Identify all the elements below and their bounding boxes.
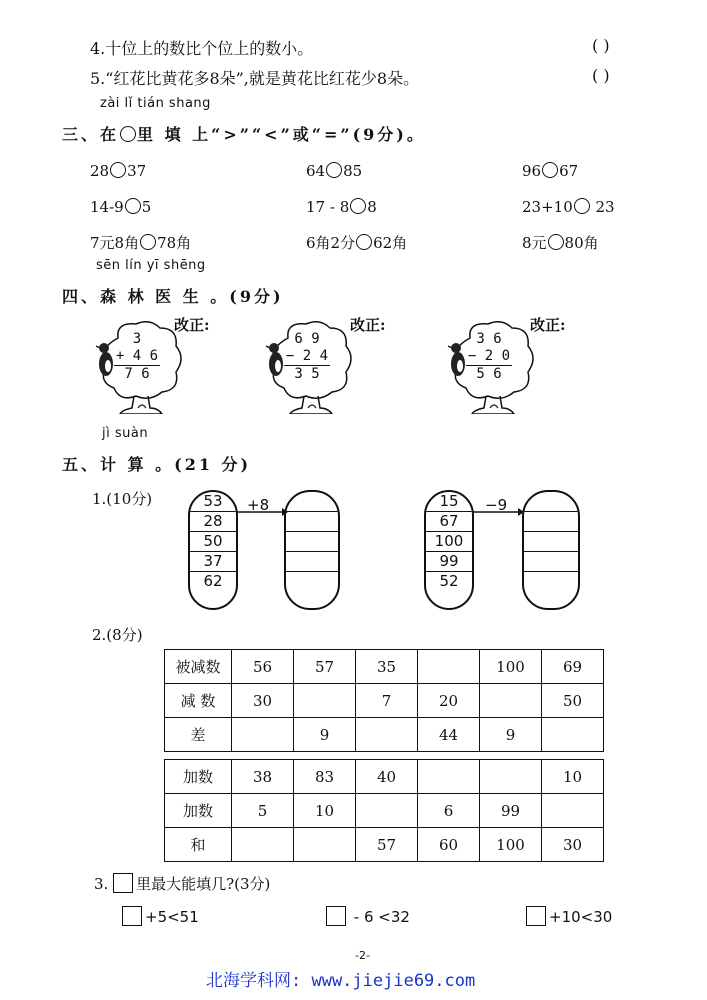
table-cell: 50 — [542, 684, 604, 718]
number-cell: 67 — [426, 512, 472, 532]
table-row — [165, 684, 604, 718]
number-cell: 53 — [190, 492, 236, 512]
number-cell: 52 — [439, 572, 459, 590]
compare-circle[interactable] — [574, 198, 590, 214]
table-cell: 57 — [294, 650, 356, 684]
part3-label-text: 里最大能填几?(3分) — [136, 875, 271, 893]
compare-right: 5 — [141, 198, 152, 216]
section3-title — [62, 122, 426, 145]
answer-cell[interactable] — [524, 512, 578, 532]
compare-item — [522, 232, 599, 253]
inequality-item — [326, 906, 410, 926]
table-row — [165, 650, 604, 684]
judge-item-5-answer[interactable]: ( ) — [592, 66, 610, 85]
row-header: 加数 — [165, 794, 232, 828]
table-cell: 30 — [232, 684, 294, 718]
number-cell: 15 — [426, 492, 472, 512]
table-row — [165, 760, 604, 794]
compare-left: 96 — [522, 162, 542, 180]
left-number-column — [188, 490, 238, 610]
compare-circle[interactable] — [350, 198, 366, 214]
compare-left: 14-9 — [90, 198, 124, 216]
row-header: 差 — [165, 718, 232, 752]
table-cell: 44 — [418, 718, 480, 752]
vertical-problem — [114, 331, 160, 383]
answer-cell[interactable] — [286, 512, 338, 532]
part1-label: 1.(10分) — [92, 490, 153, 508]
problem-operand: + 4 6 — [115, 348, 159, 364]
number-cell: 28 — [190, 512, 236, 532]
answer-cell[interactable] — [524, 552, 578, 572]
table-cell: 9 — [480, 718, 542, 752]
answer-cell[interactable] — [524, 572, 578, 591]
compare-item — [306, 198, 377, 216]
compare-circle[interactable] — [548, 234, 564, 250]
compare-right: 8 — [367, 198, 377, 216]
footer-watermark: 北海学科网: www.jiejie69.com — [206, 971, 476, 991]
table-cell: 35 — [356, 650, 418, 684]
table-cell[interactable] — [418, 760, 480, 794]
part2-label: 2.(8分) — [92, 626, 143, 644]
table-cell: 99 — [480, 794, 542, 828]
number-cell: 100 — [426, 532, 472, 552]
compare-left: 23+10 — [522, 198, 573, 216]
table-cell[interactable] — [480, 760, 542, 794]
compare-item — [306, 232, 407, 253]
compare-left: 64 — [306, 162, 326, 180]
inequality-item — [526, 906, 612, 926]
section4-pinyin: sēn lín yī shēng — [96, 258, 206, 273]
table-cell[interactable] — [232, 828, 294, 862]
compare-left: 28 — [90, 162, 110, 180]
compare-item — [90, 198, 151, 216]
problem-top: 3 — [132, 331, 142, 347]
answer-cell[interactable] — [286, 552, 338, 572]
compare-right: 80角 — [564, 234, 599, 252]
answer-cell[interactable] — [286, 572, 338, 591]
number-cell: 62 — [203, 572, 223, 590]
compare-left: 8元 — [522, 234, 547, 252]
compare-circle[interactable] — [326, 162, 342, 178]
table-cell: 69 — [542, 650, 604, 684]
answer-cell[interactable] — [524, 492, 578, 512]
right-answer-column[interactable] — [522, 490, 580, 610]
problem-result: 7 6 — [114, 365, 160, 383]
correct-label: 改正: — [530, 316, 566, 334]
table-cell: 5 — [232, 794, 294, 828]
compare-left: 17 - 8 — [306, 198, 350, 216]
table-row — [165, 828, 604, 862]
table-cell: 38 — [232, 760, 294, 794]
table-cell: 9 — [294, 718, 356, 752]
table-cell: 100 — [480, 650, 542, 684]
table-row — [165, 794, 604, 828]
section4-title: 四、森 林 医 生 。(9分) — [62, 287, 284, 306]
row-header: 加数 — [165, 760, 232, 794]
table-cell: 57 — [356, 828, 418, 862]
square-icon — [113, 873, 133, 893]
number-cell: 37 — [190, 552, 236, 572]
compare-right: 23 — [590, 198, 615, 216]
answer-cell[interactable] — [524, 532, 578, 552]
problem-operand: − 2 0 — [467, 348, 511, 364]
table-cell: 83 — [294, 760, 356, 794]
table-cell[interactable] — [356, 794, 418, 828]
table-cell: 40 — [356, 760, 418, 794]
table-cell: 56 — [232, 650, 294, 684]
compare-circle[interactable] — [140, 234, 156, 250]
compare-circle[interactable] — [125, 198, 141, 214]
table-cell: 7 — [356, 684, 418, 718]
judge-item-5: 5.“红花比黄花多8朵”,就是黄花比红花少8朵。 — [90, 69, 420, 88]
row-header: 减 数 — [165, 684, 232, 718]
table-cell[interactable] — [418, 650, 480, 684]
inequality-text: +5<51 — [145, 908, 199, 926]
table-cell[interactable] — [232, 718, 294, 752]
section5-title: 五、计 算 。(21 分) — [62, 455, 252, 474]
inequality-item — [122, 906, 199, 926]
part3-label-num: 3. — [94, 875, 109, 893]
correct-label: 改正: — [350, 316, 386, 334]
number-cell: 99 — [426, 552, 472, 572]
compare-item — [522, 198, 615, 216]
left-arrow-icon — [236, 506, 288, 518]
row-header: 和 — [165, 828, 232, 862]
part3-label — [94, 873, 270, 894]
compare-item — [306, 162, 362, 180]
right-operator: −9 — [485, 496, 508, 514]
subtraction-table — [164, 649, 604, 752]
number-cell: 50 — [190, 532, 236, 552]
section5-pinyin: jì suàn — [102, 426, 149, 441]
compare-circle[interactable] — [356, 234, 372, 250]
compare-right: 37 — [127, 162, 147, 180]
problem-top: 6 9 — [294, 331, 320, 347]
row-header: 被减数 — [165, 650, 232, 684]
compare-left: 6角2分 — [306, 234, 356, 252]
table-cell: 10 — [542, 760, 604, 794]
vertical-problem — [466, 331, 512, 383]
compare-left: 7元8角 — [90, 234, 140, 252]
compare-item — [522, 162, 578, 180]
problem-operand: − 2 4 — [285, 348, 329, 364]
inequality-text: +10<30 — [549, 908, 613, 926]
inequality-text: - 6 <32 — [349, 908, 410, 926]
compare-right: 78角 — [157, 234, 192, 252]
vertical-problem — [284, 331, 330, 383]
section3-title-post: 里 填 上“>”“<”或“=”(9分)。 — [137, 125, 426, 144]
table-cell[interactable] — [542, 794, 604, 828]
page-number: -2- — [355, 949, 370, 962]
right-arrow-icon — [472, 506, 524, 518]
table-cell: 60 — [418, 828, 480, 862]
table-cell[interactable] — [294, 684, 356, 718]
problem-top: 3 6 — [476, 331, 502, 347]
table-cell[interactable] — [294, 828, 356, 862]
problem-result: 3 5 — [284, 365, 330, 383]
compare-right: 85 — [343, 162, 363, 180]
correct-label: 改正: — [174, 316, 210, 334]
table-cell: 20 — [418, 684, 480, 718]
compare-circle[interactable] — [542, 162, 558, 178]
answer-cell[interactable] — [286, 492, 338, 512]
left-answer-column[interactable] — [284, 490, 340, 610]
left-operator: +8 — [247, 496, 270, 514]
judge-item-4-answer[interactable]: ( ) — [592, 36, 610, 55]
table-cell: 100 — [480, 828, 542, 862]
section3-pinyin: zài lǐ tián shang — [100, 96, 211, 111]
table-cell[interactable] — [542, 718, 604, 752]
table-cell: 30 — [542, 828, 604, 862]
answer-box[interactable] — [326, 906, 346, 926]
compare-right: 67 — [559, 162, 579, 180]
answer-cell[interactable] — [286, 532, 338, 552]
table-cell: 6 — [418, 794, 480, 828]
compare-circle[interactable] — [110, 162, 126, 178]
circle-icon — [120, 126, 136, 142]
answer-box[interactable] — [122, 906, 142, 926]
compare-right: 62角 — [373, 234, 408, 252]
problem-result: 5 6 — [466, 365, 512, 383]
judge-item-4: 4.十位上的数比个位上的数小。 — [90, 39, 314, 58]
table-cell[interactable] — [356, 718, 418, 752]
compare-item — [90, 162, 146, 180]
table-cell[interactable] — [480, 684, 542, 718]
addition-table — [164, 759, 604, 862]
right-number-column — [424, 490, 474, 610]
table-cell: 10 — [294, 794, 356, 828]
table-row — [165, 718, 604, 752]
answer-box[interactable] — [526, 906, 546, 926]
compare-item — [90, 232, 191, 253]
section3-title-pre: 三、在 — [62, 125, 120, 144]
